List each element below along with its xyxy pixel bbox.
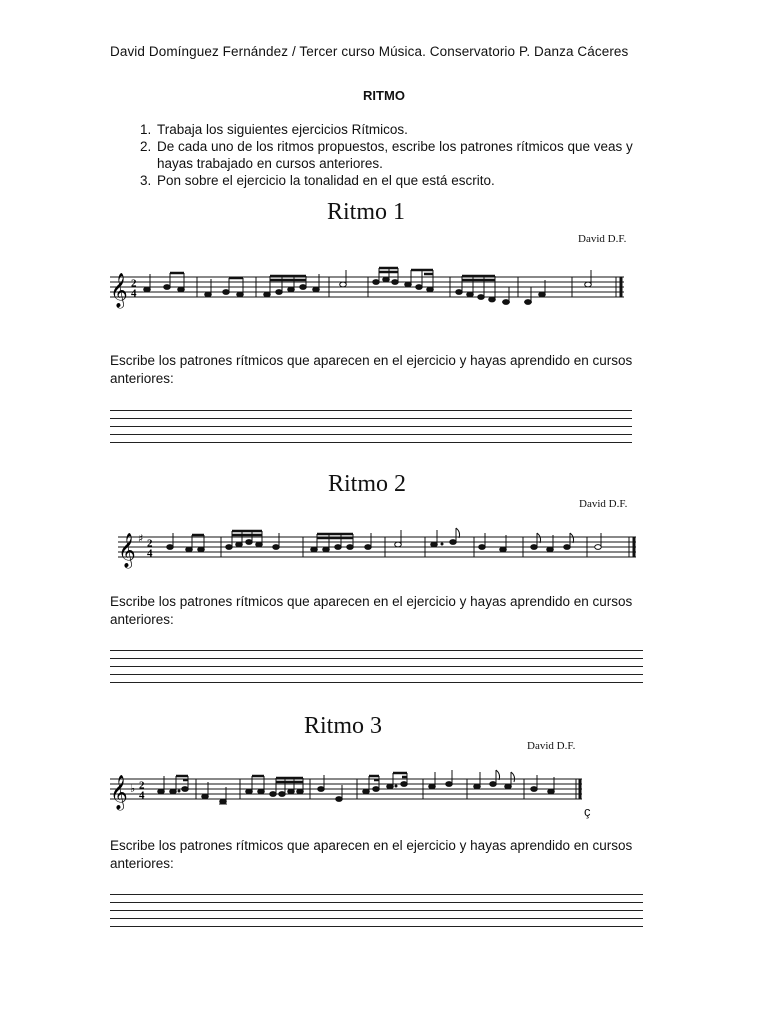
treble-clef-icon: 𝄞 (118, 533, 136, 568)
instruction-list (110, 121, 670, 189)
svg-text:4: 4 (139, 789, 145, 802)
ritmo-3-score (110, 769, 590, 813)
ritmo-3-title: Ritmo 3 (304, 713, 383, 739)
ritmo-2-prompt: Escribe los patrones rítmicos que aparecen en el ejercicio y hayas aprendido en cursos anteriores: (110, 594, 633, 627)
instructions (110, 121, 670, 189)
flat-icon: ♭ (130, 782, 136, 795)
treble-clef-icon: 𝄞 (110, 775, 128, 810)
sharp-icon: ♯ (138, 532, 144, 545)
document-title: RITMO (363, 88, 405, 103)
svg-text:2: 2 (139, 779, 145, 792)
svg-text:2: 2 (131, 277, 137, 290)
ritmo-1-prompt: Escribe los patrones rítmicos que aparecen en el ejercicio y hayas aprendido en cursos anteriores: (110, 353, 633, 386)
instruction-item: 2. De cada uno de los ritmos propuestos, escribe los patrones rítmicos que veas y hayas trabajado en cursos anteriores. (155, 138, 670, 172)
ritmo-1-score (110, 267, 634, 311)
svg-text:4: 4 (147, 547, 153, 560)
ritmo-2-title: Ritmo 2 (328, 471, 407, 497)
svg-text:4: 4 (131, 287, 137, 300)
stray-mark: ç (584, 804, 591, 819)
ritmo-2-author: David D.F. (579, 498, 628, 510)
ritmo-1-title: Ritmo 1 (327, 199, 406, 225)
ritmo-2-score (110, 527, 640, 571)
instruction-item: 1. Trabaja los siguientes ejercicios Rítmicos. (155, 121, 670, 138)
ritmo-3-author: David D.F. (527, 740, 576, 752)
instruction-item: 3. Pon sobre el ejercicio la tonalidad en el que está escrito. (155, 172, 670, 189)
page-header: David Domínguez Fernández / Tercer curso Música. Conservatorio P. Danza Cáceres (110, 44, 629, 59)
svg-text:2: 2 (147, 537, 153, 550)
treble-clef-icon: 𝄞 (110, 273, 128, 308)
ritmo-3-prompt: Escribe los patrones rítmicos que aparecen en el ejercicio y hayas aprendido en cursos anteriores: (110, 838, 633, 871)
ritmo-1-author: David D.F. (578, 233, 627, 245)
